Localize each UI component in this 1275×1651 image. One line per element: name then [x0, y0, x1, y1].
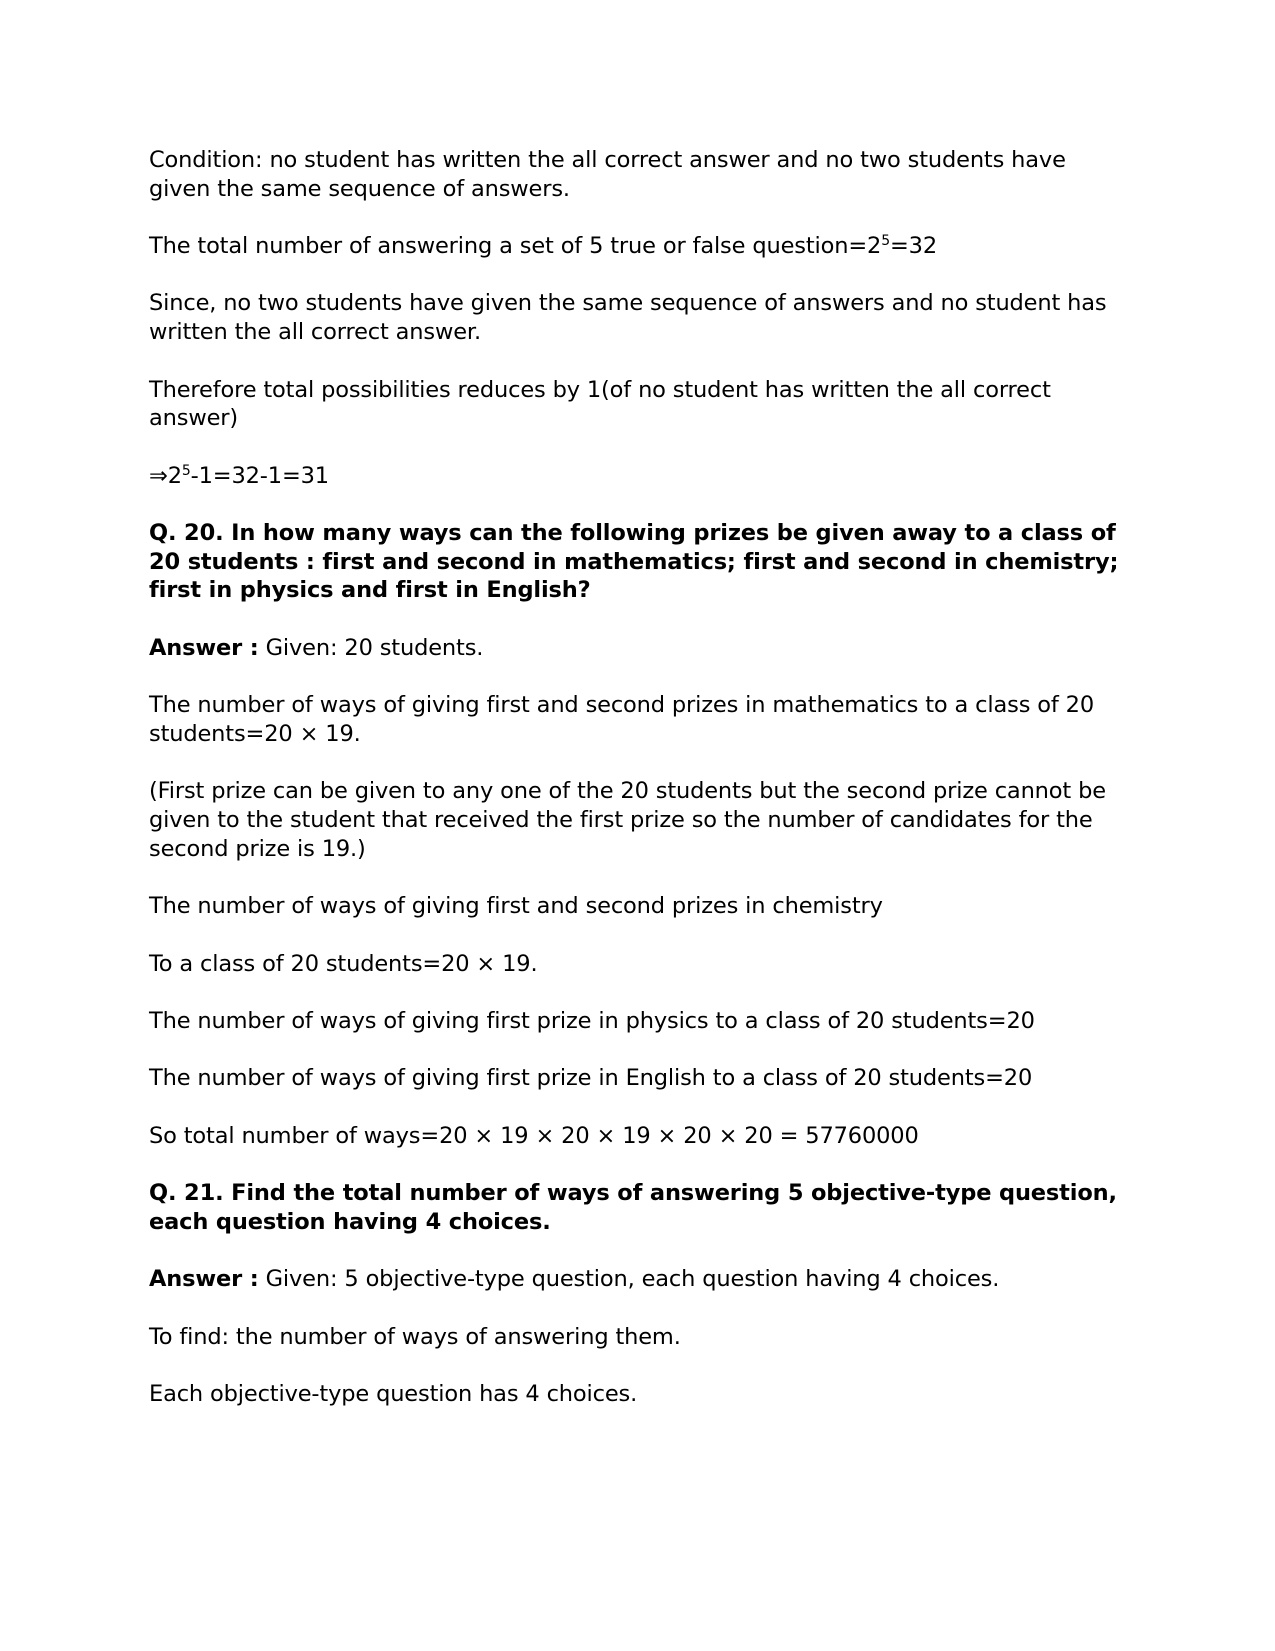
to-find-paragraph: To find: the number of ways of answering them. [149, 1323, 681, 1350]
total-answering-result: =32 [889, 233, 938, 260]
page-content [149, 146, 1129, 1437]
condition-paragraph: Condition: no student has written the all correct answer and no two students have given the same sequence of answers. [149, 147, 1066, 202]
therefore-paragraph: Therefore total possibilities reduces by 1(of no student has written the all correct answer) [149, 376, 1051, 432]
exponent: 5 [181, 462, 191, 479]
answer-20 [149, 634, 1129, 663]
total-answering-paragraph [149, 232, 1129, 261]
mathematics-paragraph: The number of ways of giving first and second prizes in mathematics to a class of 20 students=20 × 19. [149, 692, 1095, 747]
physics-paragraph: The number of ways of giving first prize in physics to a class of 20 students=20 [149, 1007, 1035, 1034]
answer-21 [149, 1265, 1129, 1294]
answer-label: Answer : [149, 1266, 259, 1293]
answer-text: Given: 20 students. [258, 634, 484, 661]
question-21: Q. 21. Find the total number of ways of answering 5 objective-type question, each question having 4 choices. [149, 1180, 1117, 1235]
result-equation [149, 462, 1129, 491]
chemistry-result-paragraph: To a class of 20 students=20 × 19. [149, 950, 538, 977]
question-20: Q. 20. In how many ways can the following prizes be given away to a class of 20 students : first and second in mathematics; first and second in chemistry; first in physics and first in English? [149, 520, 1119, 604]
chemistry-paragraph: The number of ways of giving first and second prizes in chemistry [149, 893, 883, 920]
answer-text: Given: 5 objective-type question, each question having 4 choices. [258, 1266, 1000, 1293]
implies-base: ⇒2 [149, 462, 182, 489]
total-ways-paragraph: So total number of ways=20 × 19 × 20 × 19 × 20 × 20 = 57760000 [149, 1122, 919, 1149]
result-value: -1=32-1=31 [190, 462, 329, 489]
choices-paragraph: Each objective-type question has 4 choices. [149, 1380, 638, 1407]
since-paragraph: Since, no two students have given the same sequence of answers and no student has written the all correct answer. [149, 290, 1107, 346]
total-answering-text: The total number of answering a set of 5 true or false question=2 [149, 233, 882, 260]
english-paragraph: The number of ways of giving first prize in English to a class of 20 students=20 [149, 1065, 1033, 1092]
answer-label: Answer : [149, 634, 259, 661]
explanation-paragraph: (First prize can be given to any one of the 20 students but the second prize cannot be given to the student that received the first prize so the number of candidates for the second prize is 19.) [149, 778, 1106, 862]
exponent: 5 [881, 233, 890, 250]
